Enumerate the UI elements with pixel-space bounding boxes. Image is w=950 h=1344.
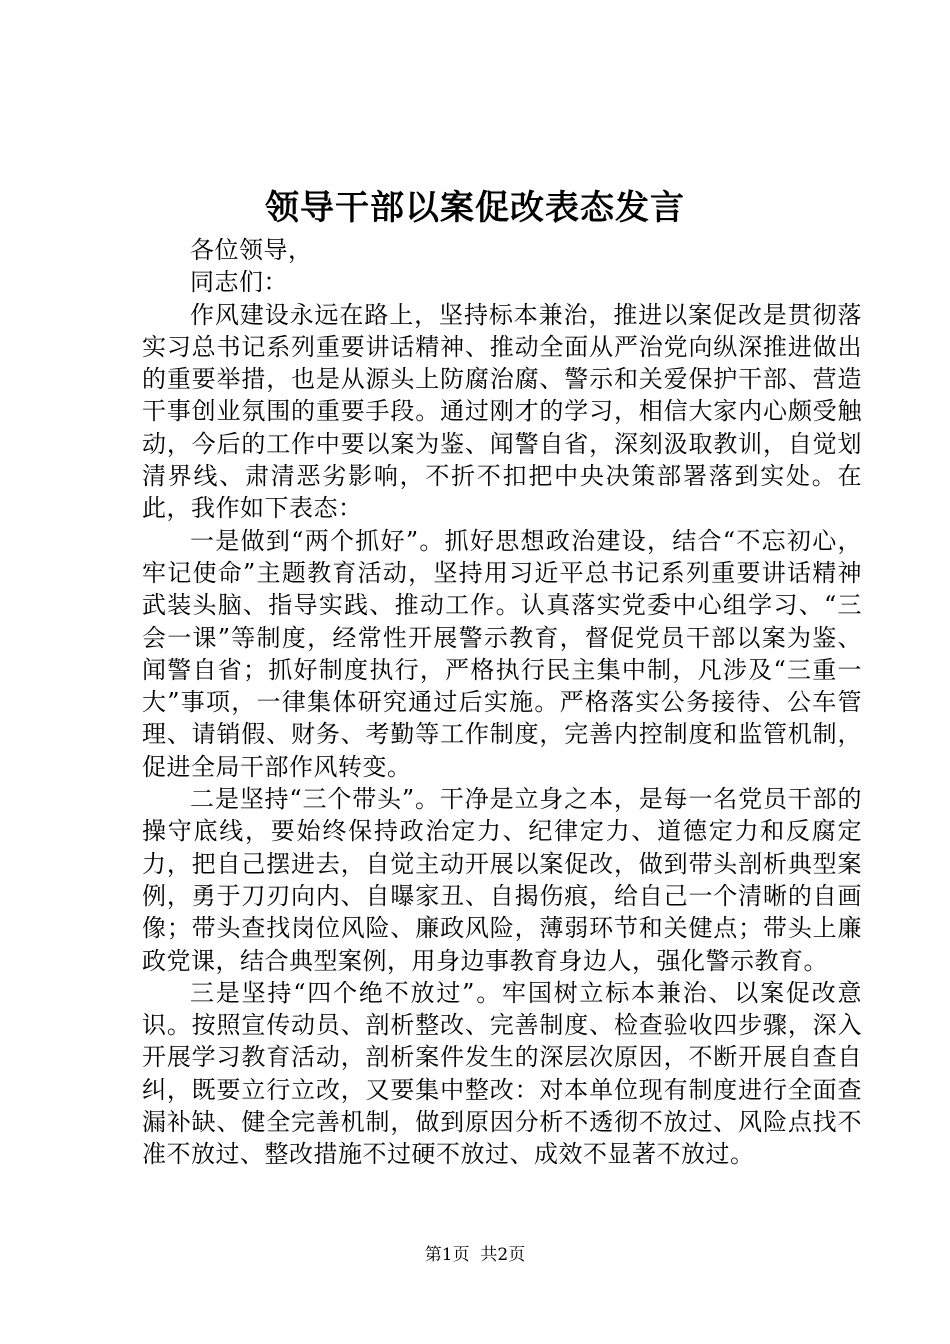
greeting-leaders: 各位领导， (190, 236, 313, 264)
page-number: 第1页 (424, 1245, 470, 1265)
document-title: 领导干部以案促改表态发言 (265, 188, 685, 228)
paragraph-point-three: 三是坚持“四个绝不放过”。牢国树立标本兼治、以案促改意识。按照宣传动员、剖析整改、完善制度、检查验收四步骤，深入开展学习教育活动，剖析案件发生的深层次原因，不断开展自查自纠，既要立行立改，又要集中整改：对本单位现有制度进行全面查漏补缺、健全完善机制，做到原因分析不透彻不放过、风险点找不准不放过、整改措施不过硬不放过、成效不显著不放过。 (142, 978, 862, 1169)
document-body (142, 234, 862, 1171)
page-total: 共2页 (480, 1245, 526, 1265)
paragraph-point-two: 二是坚持“三个带头”。干净是立身之本，是每一名党员干部的操守底线，要始终保持政治定力、纪律定力、道德定力和反腐定力，把自己摆进去，自觉主动开展以案促改，做到带头剖析典型案例，勇于刀刃向内、自曝家丑、自揭伤痕，给自己一个清晰的自画像；带头查找岗位风险、廉政风险，薄弱环节和关健点；带头上廉政党课，结合典型案例，用身边事教育身边人，强化警示教育。 (142, 785, 862, 975)
page-footer (0, 1244, 950, 1266)
greeting-comrades: 同志们： (190, 268, 288, 297)
paragraph-intro: 作风建设永远在路上，坚持标本兼治，推进以案促改是贯彻落实习总书记系列重要讲话精神、推动全面从严治党向纵深推进做出的重要举措，也是从源头上防腐治腐、警示和关爱保护干部、营造干事创业氛围的重要手段。通过刚才的学习，相信大家内心颇受触动，今后的工作中要以案为鉴、闻警自省，深刻汲取教训，自觉划清界线、肃清恶劣影响，不折不扣把中央决策部署落到实处。在此，我作如下表态： (142, 300, 862, 523)
paragraph-point-one: 一是做到“两个抓好”。抓好思想政治建设，结合“不忘初心，牢记使命”主题教育活动，坚持用习近平总书记系列重要讲话精神武装头脑、指导实践、推动工作。认真落实党委中心组学习、“三会一课”等制度，经常性开展警示教育，督促党员干部以案为鉴、闻警自省；抓好制度执行，严格执行民主集中制，凡涉及“三重一大”事项，一律集体研究通过后实施。严格落实公务接待、公车管理、请销假、财务、考勤等工作制度，完善内控制度和监管机制，促进全局干部作风转变。 (142, 526, 862, 781)
